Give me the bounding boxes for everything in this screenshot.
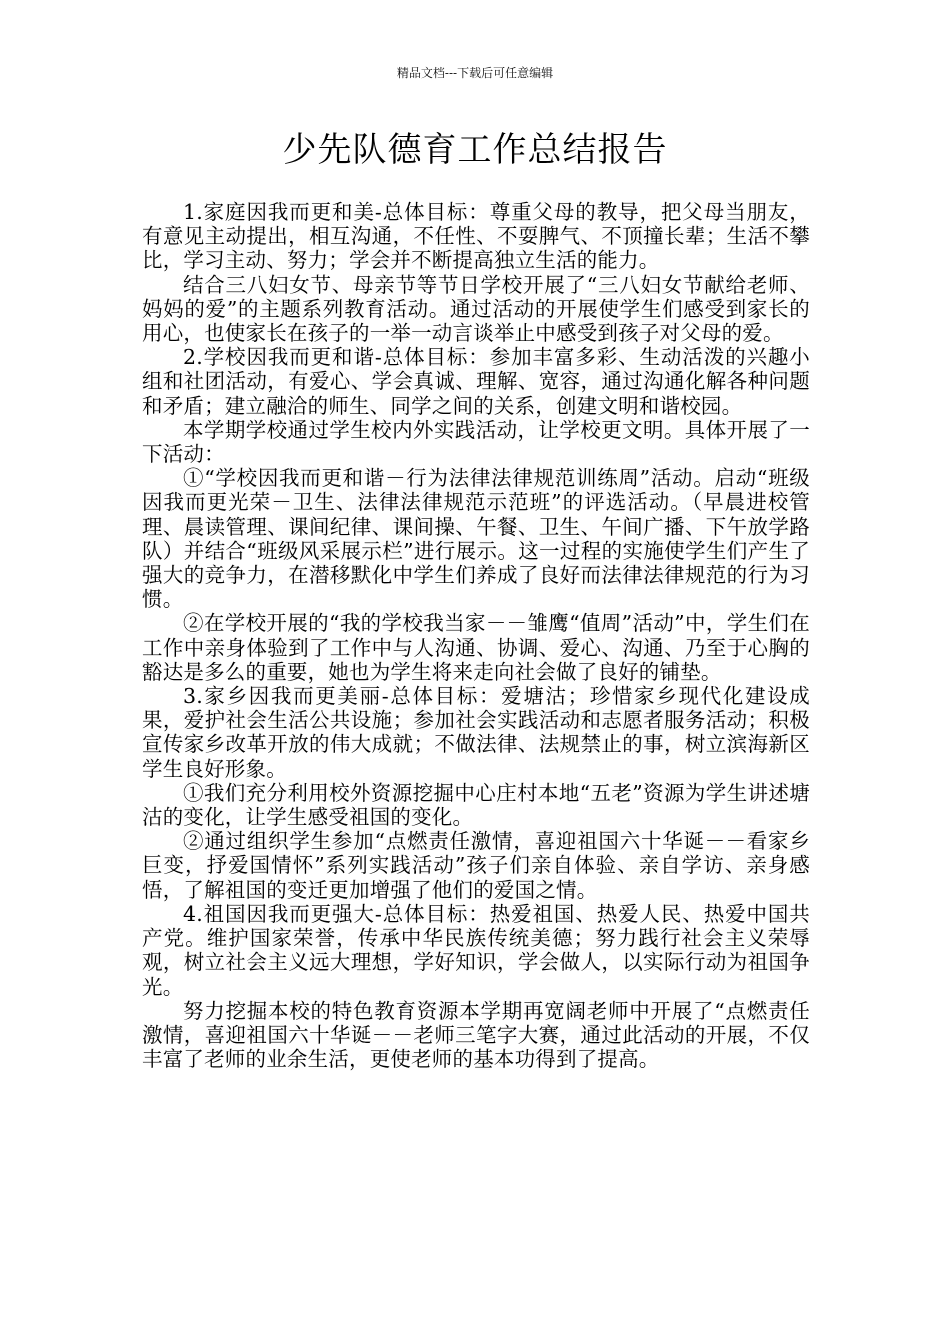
paragraph-goal-hometown: 3.家乡因我而更美丽-总体目标：爱塘沽；珍惜家乡现代化建设成果，爱护社会生活公共设施；参加社会实践活动和志愿者服务活动；积极宣传家乡改革开放的伟大成就；不做法律、法规禁止的事，树立滨海新区学生良好形象。 bbox=[142, 684, 810, 781]
paragraph-hometown-activity-1: ①我们充分利用校外资源挖掘中心庄村本地“五老”资源为学生讲述塘沽的变化，让学生感受祖国的变化。 bbox=[142, 780, 810, 830]
document-title: 少先队德育工作总结报告 bbox=[282, 130, 668, 170]
paragraph-goal-country: 4.祖国因我而更强大-总体目标：热爱祖国、热爱人民、热爱中国共产党。维护国家荣誉，传承中华民族传统美德；努力践行社会主义荣辱观，树立社会主义远大理想，学好知识，学会做人，以实际行动为祖国争光。 bbox=[142, 901, 810, 999]
paragraph-school-activity-1: ①“学校因我而更和谐－行为法律法律规范训练周”活动。启动“班级因我而更光荣－卫生、法律法律规范示范班”的评选活动。（早晨进校管理、晨读管理、课间纪律、课间操、午餐、卫生、午间广播、下午放学路队）并结合“班级风采展示栏”进行展示。这一过程的实施使学生们产生了强大的竞争力，在潜移默化中学生们养成了良好而法律法律规范的行为习惯。 bbox=[142, 466, 810, 612]
paragraph-teacher-activity: 努力挖掘本校的特色教育资源本学期再宽阔老师中开展了“点燃责任激情，喜迎祖国六十华诞－－老师三笔字大赛，通过此活动的开展，不仅丰富了老师的业余生活，更使老师的基本功得到了提高。 bbox=[142, 998, 810, 1072]
paragraph-goal-school: 2.学校因我而更和谐-总体目标：参加丰富多彩、生动活泼的兴趣小组和社团活动，有爱心、学会真诚、理解、宽容，通过沟通化解各种问题和矛盾；建立融洽的师生、同学之间的关系，创建文明和谐校园。 bbox=[142, 345, 810, 418]
paragraph-hometown-activity-2: ②通过组织学生参加“点燃责任激情，喜迎祖国六十华诞－－看家乡巨变，抒爱国情怀”系列实践活动”孩子们亲自体验、亲自学访、亲身感悟，了解祖国的变迁更加增强了他们的爱国之情。 bbox=[142, 829, 810, 902]
paragraph-goal-family: 1.家庭因我而更和美-总体目标：尊重父母的教导，把父母当朋友，有意见主动提出，相互沟通，不任性、不耍脾气、不顶撞长辈；生活不攀比，学习主动、努力；学会并不断提高独立生活的能力。 bbox=[142, 200, 810, 273]
paragraph-family-activity: 结合三八妇女节、母亲节等节日学校开展了“三八妇女节献给老师、妈妈的爱”的主题系列教育活动。通过活动的开展使学生们感受到家长的用心，也使家长在孩子的一举一动言谈举止中感受到孩子对父母的爱。 bbox=[142, 272, 810, 346]
paragraph-school-intro: 本学期学校通过学生校内外实践活动，让学校更文明。具体开展了一下活动： bbox=[142, 417, 810, 467]
document-body bbox=[142, 200, 810, 1071]
header-note: 精品文档---下载后可任意编辑 bbox=[396, 66, 554, 80]
paragraph-school-activity-2: ②在学校开展的“我的学校我当家－－雏鹰“值周”活动”中，学生们在工作中亲身体验到了工作中与人沟通、协调、爱心、沟通、乃至于心胸的豁达是多么的重要，她也为学生将来走向社会做了良好的铺垫。 bbox=[142, 611, 810, 684]
